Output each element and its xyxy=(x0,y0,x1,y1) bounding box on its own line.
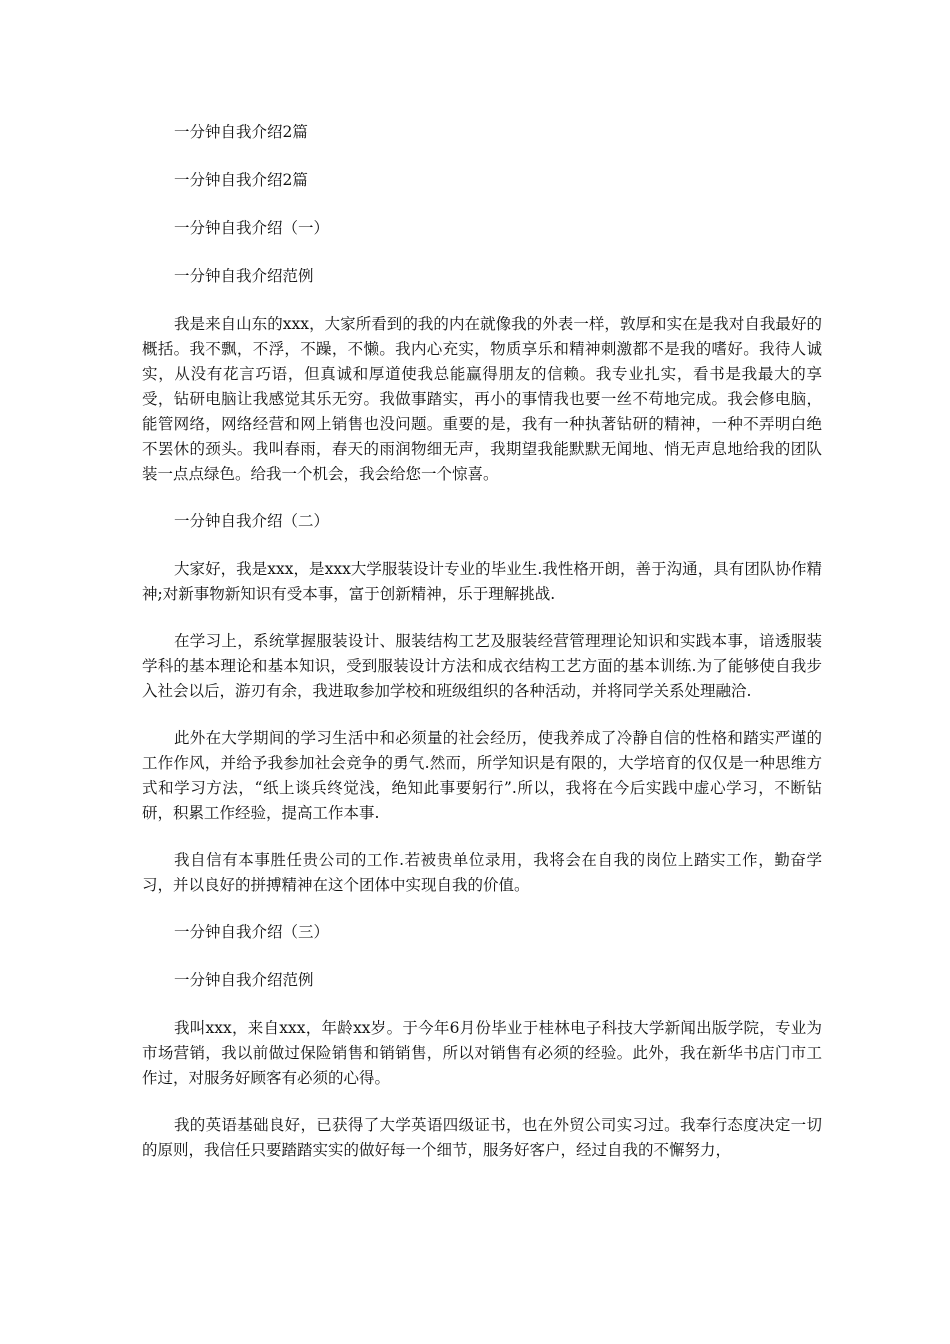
body-paragraph: 此外在大学期间的学习生活中和必须量的社会经历，使我养成了冷静自信的性格和踏实严谨的工作作风，并给予我参加社会竞争的勇气.然而，所学知识是有限的，大学培育的仅仅是一种思维方式和学习方法，“纸上谈兵终觉浅，绝知此事要躬行”.所以，我将在今后实践中虚心学习，不断钻研，积累工作经验，提高工作本事. xyxy=(142,729,822,822)
section-heading-1: 一分钟自我介绍（一） xyxy=(174,219,330,237)
section-heading-2: 一分钟自我介绍（二） xyxy=(174,512,330,530)
section-subheading-1: 一分钟自我介绍范例 xyxy=(174,267,314,285)
document-body xyxy=(142,120,822,1185)
doc-subtitle: 一分钟自我介绍2篇 xyxy=(174,171,308,189)
doc-title: 一分钟自我介绍2篇 xyxy=(174,123,308,141)
body-paragraph: 我自信有本事胜任贵公司的工作.若被贵单位录用，我将会在自我的岗位上踏实工作，勤奋学习，并以良好的拼搏精神在这个团体中实现自我的价值。 xyxy=(142,851,822,894)
section-heading-3: 一分钟自我介绍（三） xyxy=(174,923,330,941)
body-paragraph: 我是来自山东的xxx，大家所看到的我的内在就像我的外表一样，敦厚和实在是我对自我最好的概括。我不飘，不浮，不躁，不懒。我内心充实，物质享乐和精神刺激都不是我的嗜好。我待人诚实，从没有花言巧语，但真诚和厚道使我总能赢得朋友的信赖。我专业扎实，看书是我最大的享受，钻研电脑让我感觉其乐无穷。我做事踏实，再小的事情我也要一丝不苟地完成。我会修电脑，能管网络，网络经营和网上销售也没问题。重要的是，我有一种执著钻研的精神，一种不弄明白绝不罢休的颈头。我叫春雨，春天的雨润物细无声，我期望我能默默无闻地、悄无声息地给我的团队装一点点绿色。给我一个机会，我会给您一个惊喜。 xyxy=(142,315,822,483)
body-paragraph: 我叫xxx，来自xxx，年龄xx岁。于今年6月份毕业于桂林电子科技大学新闻出版学院，专业为市场营销，我以前做过保险销售和销销售，所以对销售有必须的经验。此外，我在新华书店门市工作过，对服务好顾客有必须的心得。 xyxy=(142,1019,822,1087)
body-paragraph: 我的英语基础良好，已获得了大学英语四级证书，也在外贸公司实习过。我奉行态度决定一切的原则，我信任只要踏踏实实的做好每一个细节，服务好客户，经过自我的不懈努力， xyxy=(142,1116,822,1159)
body-paragraph: 大家好，我是xxx，是xxx大学服装设计专业的毕业生.我性格开朗，善于沟通，具有团队协作精神;对新事物新知识有受本事，富于创新精神，乐于理解挑战. xyxy=(142,560,822,603)
section-subheading-3: 一分钟自我介绍范例 xyxy=(174,971,314,989)
body-paragraph: 在学习上，系统掌握服装设计、服装结构工艺及服装经营管理理论知识和实践本事，谙透服装学科的基本理论和基本知识，受到服装设计方法和成衣结构工艺方面的基本训练.为了能够使自我步入社会以后，游刃有余，我进取参加学校和班级组织的各种活动，并将同学关系处理融洽. xyxy=(142,632,822,700)
